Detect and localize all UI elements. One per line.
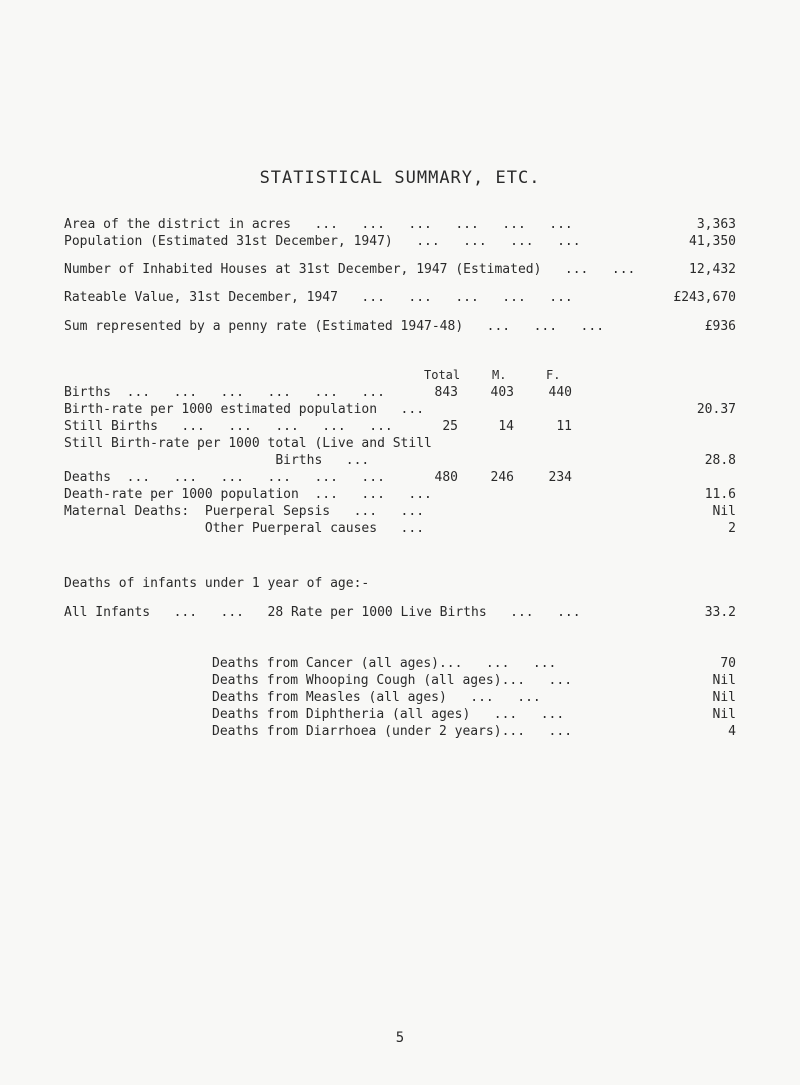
vital-row-total: 843: [434, 385, 458, 400]
summary-label: Sum represented by a penny rate (Estimated 1947-48) ... ... ...: [64, 319, 605, 334]
vital-row-label: Still Births ... ... ... ... ...: [64, 419, 393, 434]
vital-row-label: Maternal Deaths: Puerperal Sepsis ... ...: [64, 504, 425, 519]
column-header-male: M.: [492, 368, 507, 382]
column-header-total: Total: [424, 368, 461, 382]
vital-row-label: Death-rate per 1000 population ... ... ...: [64, 487, 432, 502]
vital-row-total: 25: [442, 419, 458, 434]
summary-value: £936: [704, 319, 736, 334]
page-title: STATISTICAL SUMMARY, ETC.: [259, 168, 541, 188]
summary-value: 41,350: [689, 234, 736, 249]
vital-row-male: 14: [498, 419, 514, 434]
summary-value: 3,363: [696, 217, 736, 232]
vital-row-female: 440: [548, 385, 572, 400]
vital-row-label: Other Puerperal causes ...: [64, 521, 425, 536]
vital-row-label: Birth-rate per 1000 estimated population ...: [64, 402, 425, 417]
cause-value: 4: [728, 724, 736, 739]
vital-row-label: Deaths ... ... ... ... ... ...: [64, 470, 385, 485]
page-number: 5: [395, 1030, 405, 1046]
vital-row-rate: 20.37: [696, 402, 736, 417]
cause-value: Nil: [712, 707, 736, 722]
vital-row-label: Births ... ... ... ... ... ...: [64, 385, 385, 400]
cause-value: Nil: [712, 673, 736, 688]
cause-label: Deaths from Measles (all ages) ... ...: [212, 690, 541, 705]
column-header-female: F.: [546, 368, 561, 382]
cause-value: Nil: [712, 690, 736, 705]
cause-label: Deaths from Cancer (all ages)... ... ...: [212, 656, 557, 671]
vital-row-male: 403: [490, 385, 514, 400]
summary-label: Rateable Value, 31st December, 1947 ... ... ... ... ...: [64, 290, 573, 305]
summary-value: 12,432: [689, 262, 736, 277]
summary-label: Area of the district in acres ... ... ... ... ... ...: [64, 217, 573, 232]
cause-label: Deaths from Diphtheria (all ages) ... ...: [212, 707, 565, 722]
cause-label: Deaths from Whooping Cough (all ages)... ...: [212, 673, 573, 688]
vital-row-female: 11: [556, 419, 572, 434]
infant-deaths-heading: Deaths of infants under 1 year of age:-: [64, 576, 370, 591]
infant-deaths-rate: 33.2: [704, 605, 736, 620]
vital-row-label: Still Birth-rate per 1000 total (Live and Still: [64, 436, 432, 451]
vital-row-rate: 2: [728, 521, 736, 536]
cause-value: 70: [720, 656, 736, 671]
cause-label: Deaths from Diarrhoea (under 2 years)... ...: [212, 724, 573, 739]
infant-deaths-label: All Infants ... ... 28 Rate per 1000 Live Births ... ...: [64, 605, 581, 620]
vital-row-rate: 28.8: [704, 453, 736, 468]
vital-row-rate: Nil: [712, 504, 736, 519]
summary-value: £243,670: [673, 290, 736, 305]
summary-label: Number of Inhabited Houses at 31st December, 1947 (Estimated) ... ...: [64, 262, 636, 277]
vital-row-total: 480: [434, 470, 458, 485]
vital-row-female: 234: [548, 470, 572, 485]
vital-row-label: Births ...: [64, 453, 370, 468]
vital-row-male: 246: [490, 470, 514, 485]
summary-label: Population (Estimated 31st December, 1947) ... ... ... ...: [64, 234, 581, 249]
vital-row-rate: 11.6: [704, 487, 736, 502]
